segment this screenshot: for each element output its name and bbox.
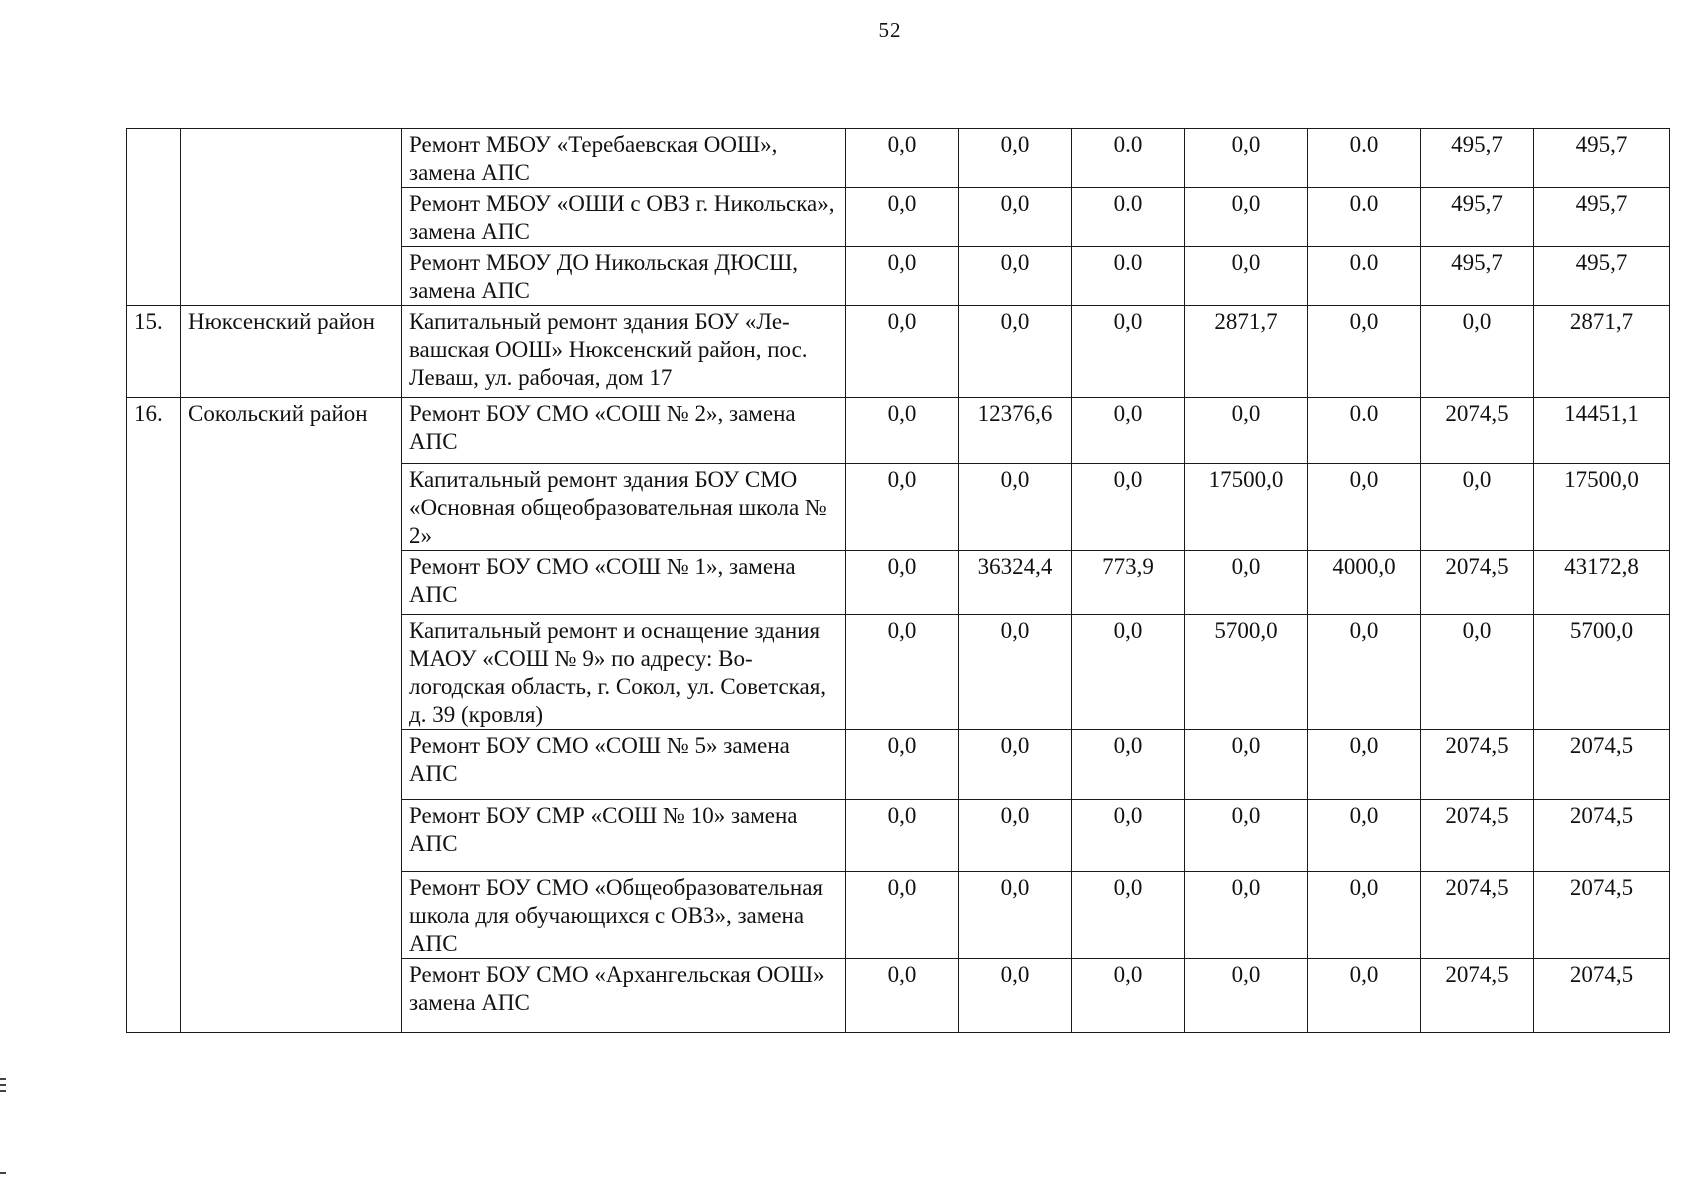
scan-mark (0, 1078, 6, 1080)
value-cell: 0.0 (1308, 129, 1421, 188)
value-cell: 0,0 (959, 188, 1072, 247)
value-cell: 17500,0 (1185, 464, 1308, 551)
value-cell: 0,0 (1185, 872, 1308, 959)
value-cell: 0,0 (1185, 730, 1308, 800)
scan-mark (0, 1084, 6, 1086)
value-cell: 0,0 (1308, 872, 1421, 959)
value-cell: 0,0 (1072, 959, 1185, 1033)
object-name: Ремонт МБОУ «ОШИ с ОВЗ г. Никольска», замена АПС (402, 188, 846, 247)
value-cell: 495,7 (1534, 129, 1670, 188)
value-cell: 0,0 (846, 551, 959, 615)
value-cell: 0,0 (1421, 464, 1534, 551)
row-number (127, 129, 181, 306)
value-cell: 43172,8 (1534, 551, 1670, 615)
value-cell: 12376,6 (959, 398, 1072, 464)
row-number: 16. (127, 398, 181, 1033)
value-cell: 0,0 (846, 398, 959, 464)
value-cell: 2074,5 (1534, 800, 1670, 872)
value-cell: 0,0 (1308, 730, 1421, 800)
value-cell: 0,0 (1185, 398, 1308, 464)
value-cell: 36324,4 (959, 551, 1072, 615)
value-cell: 0,0 (959, 129, 1072, 188)
value-cell: 0.0 (1072, 129, 1185, 188)
value-cell: 2871,7 (1534, 306, 1670, 398)
value-cell: 0,0 (846, 800, 959, 872)
district-name (181, 129, 402, 306)
value-cell: 0,0 (846, 129, 959, 188)
value-cell: 0,0 (846, 872, 959, 959)
value-cell: 2074,5 (1421, 959, 1534, 1033)
value-cell: 2074,5 (1421, 398, 1534, 464)
value-cell: 2074,5 (1421, 730, 1534, 800)
value-cell: 773,9 (1072, 551, 1185, 615)
value-cell: 2871,7 (1185, 306, 1308, 398)
value-cell: 2074,5 (1421, 800, 1534, 872)
value-cell: 0,0 (846, 730, 959, 800)
value-cell: 0,0 (1072, 615, 1185, 730)
value-cell: 0,0 (846, 464, 959, 551)
value-cell: 0,0 (959, 872, 1072, 959)
value-cell: 0,0 (959, 730, 1072, 800)
value-cell: 14451,1 (1534, 398, 1670, 464)
page-number: 52 (878, 18, 902, 42)
value-cell: 0,0 (1072, 464, 1185, 551)
value-cell: 2074,5 (1534, 872, 1670, 959)
scan-mark (0, 1172, 6, 1174)
value-cell: 495,7 (1421, 188, 1534, 247)
table-row (127, 398, 1670, 464)
value-cell: 0,0 (1185, 129, 1308, 188)
object-name: Капитальный ремонт здания БОУ «Левашская ООШ» Нюксенский район, пос. Леваш, ул. рабочая, дом 17 (402, 306, 846, 398)
value-cell: 0,0 (846, 188, 959, 247)
object-name: Ремонт БОУ СМР «СОШ № 10» замена АПС (402, 800, 846, 872)
value-cell: 2074,5 (1421, 872, 1534, 959)
value-cell: 0,0 (1072, 306, 1185, 398)
table-row (127, 306, 1670, 398)
value-cell: 0,0 (1185, 551, 1308, 615)
object-name: Ремонт МБОУ ДО Никольская ДЮСШ, замена АПС (402, 247, 846, 306)
value-cell: 0.0 (1072, 247, 1185, 306)
value-cell: 0,0 (1185, 959, 1308, 1033)
budget-table (126, 128, 1670, 1033)
district-name: Сокольский район (181, 398, 402, 1033)
value-cell: 2074,5 (1534, 730, 1670, 800)
value-cell: 0.0 (1072, 188, 1185, 247)
value-cell: 0,0 (846, 959, 959, 1033)
value-cell: 0,0 (846, 306, 959, 398)
value-cell: 0,0 (959, 306, 1072, 398)
value-cell: 0,0 (959, 615, 1072, 730)
value-cell: 2074,5 (1421, 551, 1534, 615)
value-cell: 5700,0 (1534, 615, 1670, 730)
value-cell: 0,0 (1308, 615, 1421, 730)
value-cell: 0,0 (846, 247, 959, 306)
value-cell: 0.0 (1308, 188, 1421, 247)
value-cell: 0.0 (1308, 247, 1421, 306)
object-name: Ремонт БОУ СМО «Архангельская ООШ» замена АПС (402, 959, 846, 1033)
value-cell: 0,0 (846, 615, 959, 730)
value-cell: 495,7 (1534, 247, 1670, 306)
value-cell: 0,0 (1185, 188, 1308, 247)
value-cell: 0,0 (1072, 398, 1185, 464)
value-cell: 495,7 (1534, 188, 1670, 247)
value-cell: 0,0 (1308, 959, 1421, 1033)
value-cell: 0,0 (959, 800, 1072, 872)
value-cell: 0,0 (959, 959, 1072, 1033)
value-cell: 5700,0 (1185, 615, 1308, 730)
value-cell: 0,0 (959, 464, 1072, 551)
object-name: Ремонт БОУ СМО «Общеобразовательная школа для обучающихся с ОВЗ», замена АПС (402, 872, 846, 959)
value-cell: 495,7 (1421, 129, 1534, 188)
value-cell: 0.0 (1308, 398, 1421, 464)
value-cell: 0,0 (1072, 800, 1185, 872)
object-name: Капитальный ремонт здания БОУ СМО «Основная общеобразовательная школа № 2» (402, 464, 846, 551)
value-cell: 495,7 (1421, 247, 1534, 306)
value-cell: 0,0 (959, 247, 1072, 306)
value-cell: 0,0 (1072, 872, 1185, 959)
value-cell: 0,0 (1421, 615, 1534, 730)
value-cell: 0,0 (1308, 800, 1421, 872)
value-cell: 2074,5 (1534, 959, 1670, 1033)
value-cell: 0,0 (1308, 306, 1421, 398)
value-cell: 0,0 (1185, 247, 1308, 306)
scan-mark (0, 1090, 6, 1092)
object-name: Ремонт БОУ СМО «СОШ № 1», замена АПС (402, 551, 846, 615)
value-cell: 0,0 (1072, 730, 1185, 800)
object-name: Ремонт МБОУ «Теребаевская ООШ», замена АПС (402, 129, 846, 188)
value-cell: 17500,0 (1534, 464, 1670, 551)
district-name: Нюксенский район (181, 306, 402, 398)
object-name: Ремонт БОУ СМО «СОШ № 5» замена АПС (402, 730, 846, 800)
value-cell: 0,0 (1421, 306, 1534, 398)
row-number: 15. (127, 306, 181, 398)
value-cell: 0,0 (1185, 800, 1308, 872)
object-name: Ремонт БОУ СМО «СОШ № 2», замена АПС (402, 398, 846, 464)
table-row (127, 129, 1670, 188)
object-name: Капитальный ремонт и оснащение здания МАОУ «СОШ № 9» по адресу: Вологодская область, г. Сокол, ул. Советская, д. 39 (кровля) (402, 615, 846, 730)
value-cell: 4000,0 (1308, 551, 1421, 615)
value-cell: 0,0 (1308, 464, 1421, 551)
